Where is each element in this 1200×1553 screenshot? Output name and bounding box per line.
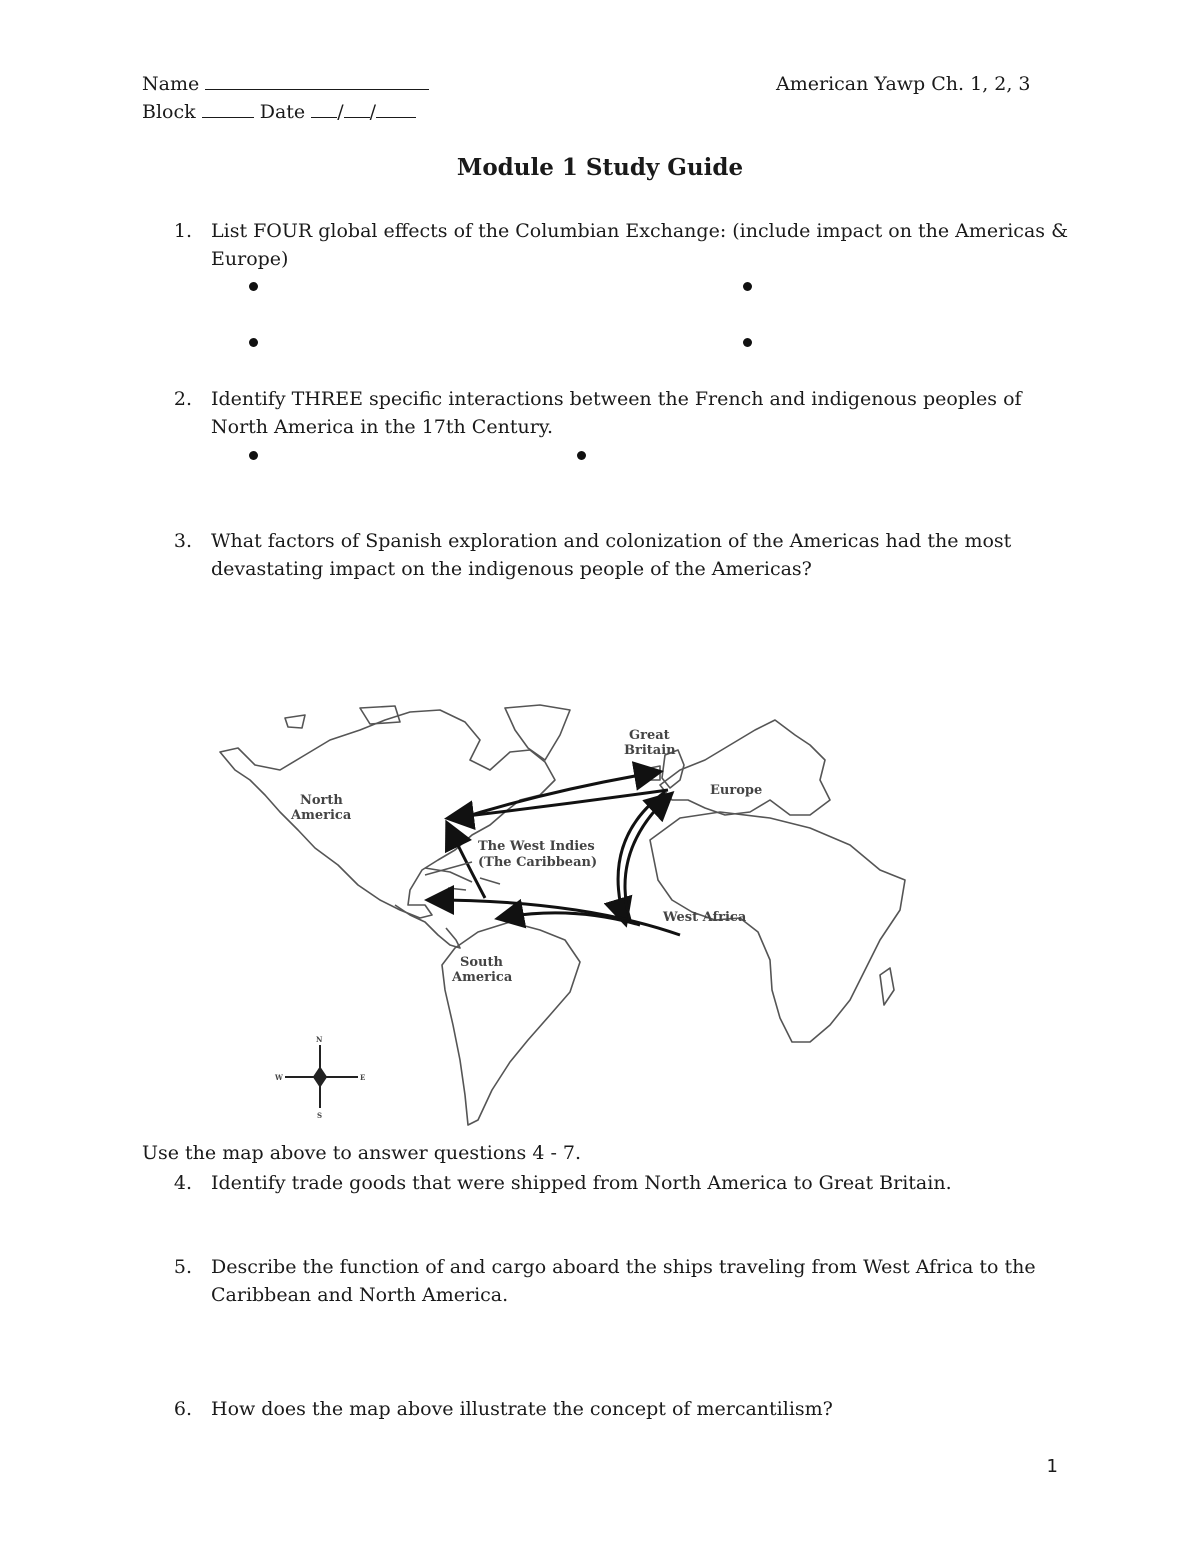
block-date-line (142, 98, 416, 126)
question-text: What factors of Spanish exploration and colonization of the Americas had the most (211, 530, 1012, 552)
page-number: 1 (1046, 1456, 1058, 1477)
question-text: List FOUR global effects of the Columbian Exchange: (include impact on the Americas & (211, 220, 1068, 242)
compass-rose (285, 1045, 358, 1108)
answer-bullet (249, 282, 258, 291)
compass-east: E (360, 1073, 366, 1082)
date-year-blank[interactable] (376, 99, 416, 118)
question-text: Describe the function of and cargo aboard the ships traveling from West Africa to the (211, 1256, 1036, 1278)
route-west-africa-to-europe (625, 795, 670, 920)
label-north-america: North (300, 793, 343, 808)
route-west-africa-to-south-america (500, 913, 640, 925)
answer-bullet (577, 451, 586, 460)
question-number: 6. (173, 1398, 192, 1420)
question-number: 5. (173, 1256, 192, 1278)
route-europe-to-north-america (450, 790, 668, 818)
compass-west: W (275, 1073, 283, 1082)
label-south-america: South (460, 955, 503, 970)
page-title: Module 1 Study Guide (456, 154, 744, 181)
date-month-blank[interactable] (311, 99, 337, 118)
route-west-africa-to-caribbean (430, 900, 680, 935)
label-great-britain: Britain (624, 743, 676, 758)
north-america-outline (220, 710, 555, 918)
date-label: Date (259, 101, 306, 123)
block-blank[interactable] (202, 99, 254, 118)
question-text: How does the map above illustrate the concept of mercantilism? (211, 1398, 833, 1420)
question-number: 2. (173, 388, 192, 410)
label-north-america: America (291, 808, 352, 823)
label-south-america: America (452, 970, 513, 985)
compass-south: S (317, 1111, 323, 1120)
date-separator: / (369, 101, 377, 123)
label-west-indies: (The Caribbean) (478, 855, 598, 870)
course-reference: American Yawp Ch. 1, 2, 3 (776, 73, 1031, 95)
name-label: Name (142, 73, 200, 95)
answer-bullet (743, 338, 752, 347)
question-text: Europe) (211, 248, 289, 270)
south-america-outline (442, 922, 580, 1125)
question-number: 1. (173, 220, 192, 242)
label-west-africa: West Africa (663, 910, 747, 925)
question-text: Identify THREE specific interactions between the French and indigenous peoples of (211, 388, 1022, 410)
question-text: Caribbean and North America. (211, 1284, 509, 1306)
name-blank[interactable] (205, 71, 429, 90)
question-text: Identify trade goods that were shipped from North America to Great Britain. (211, 1172, 952, 1194)
label-europe: Europe (710, 783, 763, 798)
answer-bullet (743, 282, 752, 291)
arctic-island-outline (285, 715, 305, 728)
map-instruction: Use the map above to answer questions 4 - 7. (142, 1142, 582, 1164)
label-great-britain: Great (629, 728, 670, 743)
label-west-indies: The West Indies (478, 839, 595, 854)
block-label: Block (142, 101, 196, 123)
answer-bullet (249, 451, 258, 460)
name-line (142, 70, 429, 98)
answer-bullet (249, 338, 258, 347)
europe-outline (660, 720, 830, 815)
question-text: North America in the 17th Century. (211, 416, 554, 438)
question-number: 4. (173, 1172, 192, 1194)
date-separator: / (337, 101, 344, 123)
compass-north: N (316, 1035, 323, 1044)
question-number: 3. (173, 530, 192, 552)
question-text: devastating impact on the indigenous people of the Americas? (211, 558, 812, 580)
madagascar-outline (880, 968, 894, 1005)
africa-outline (650, 812, 905, 1042)
date-day-blank[interactable] (344, 99, 370, 118)
triangular-trade-map (210, 700, 930, 1130)
central-america-outline (395, 905, 460, 948)
